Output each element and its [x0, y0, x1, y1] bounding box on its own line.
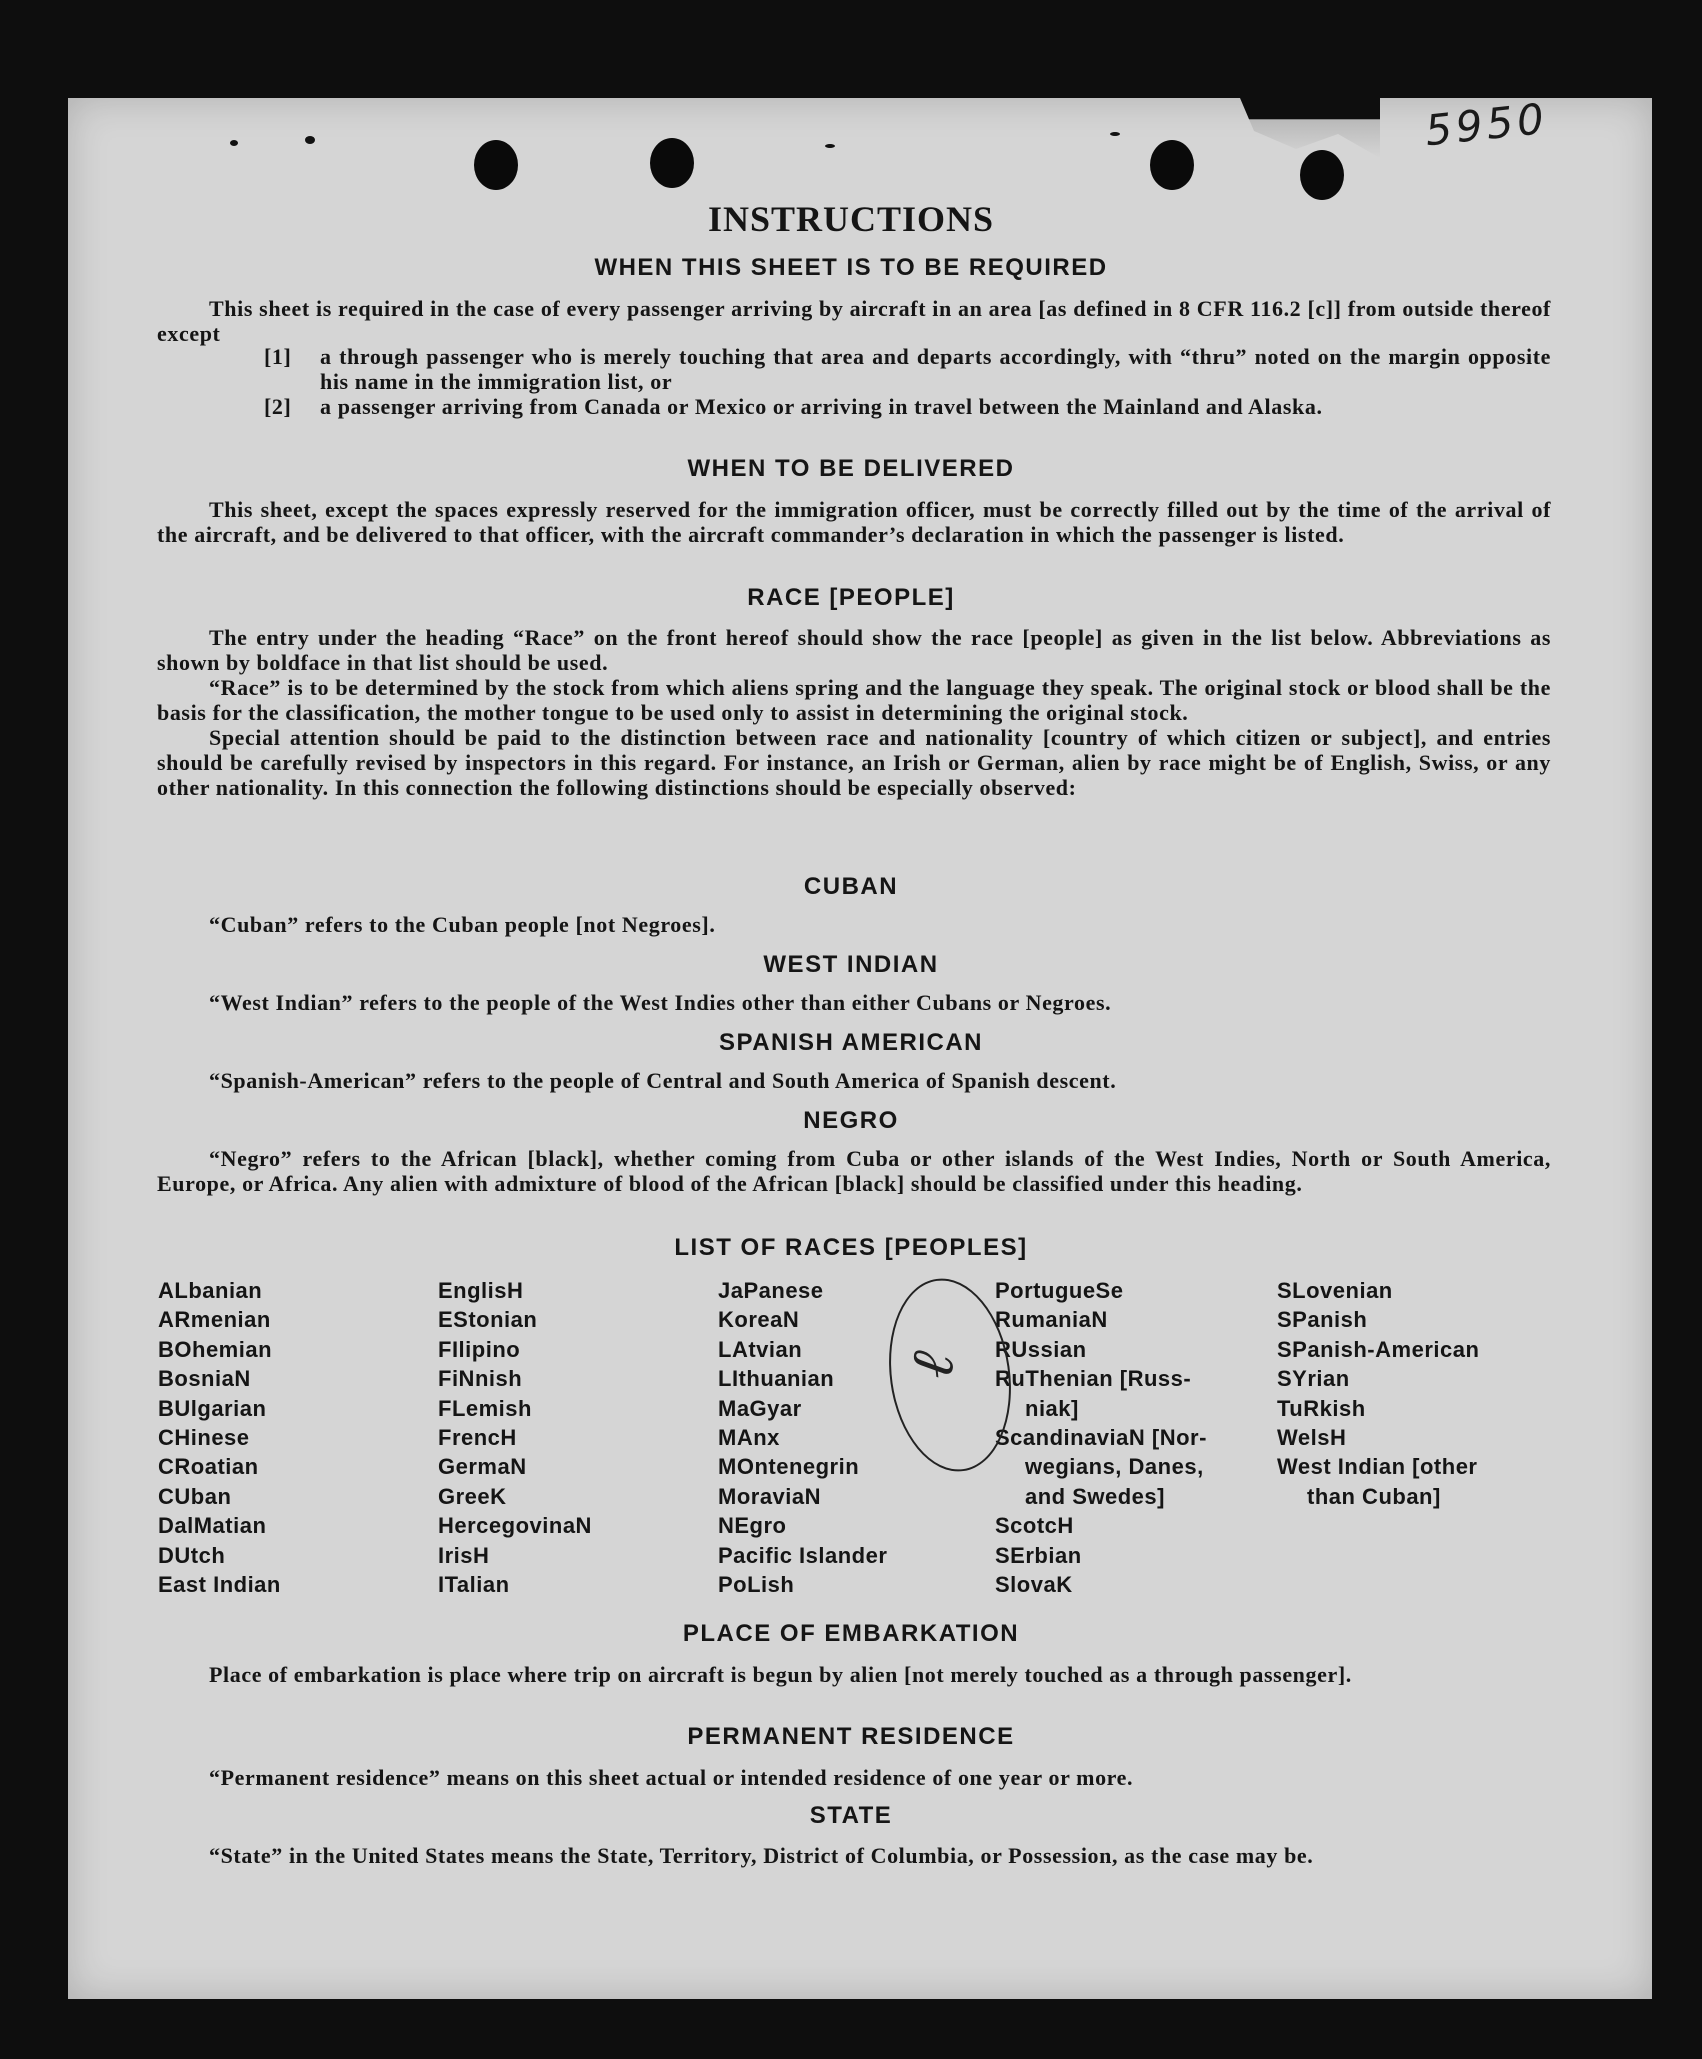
race-list-item: Pacific Islander	[718, 1542, 888, 1568]
cuban-text: “Cuban” refers to the Cuban people [not Negroes].	[209, 912, 716, 937]
section-heading-cuban: CUBAN	[803, 873, 899, 900]
when-required-item1-num: [1]	[264, 344, 292, 369]
race-list-item: RUssian	[995, 1336, 1087, 1362]
state-text: “State” in the United States means the State, Territory, District of Columbia, or Possession, as the case may be.	[209, 1843, 1314, 1868]
race-list-item: niak]	[1025, 1395, 1079, 1421]
races-column-4	[995, 1276, 1207, 1599]
section-heading-spanish-american: SPANISH AMERICAN	[718, 1029, 983, 1056]
section-heading-race: RACE [PEOPLE]	[747, 584, 955, 611]
race-list-item: BosniaN	[158, 1366, 251, 1392]
race-p2: “Race” is to be determined by the stock from which aliens spring and the language they speak. The original stock or blood shall be the basis for the classification, the mother tongue to be used only to assist in determining the original stock.	[157, 675, 1551, 725]
races-column-3	[718, 1276, 887, 1599]
embarkation-text: Place of embarkation is place where trip on aircraft is begun by alien [not merely touched as a through passenger].	[209, 1662, 1352, 1687]
west-indian-paragraph	[157, 990, 1551, 1015]
race-list-item: MoraviaN	[718, 1483, 822, 1509]
race-list-item: WelsH	[1277, 1425, 1347, 1451]
race-list-item: FiNnish	[438, 1366, 523, 1392]
section-heading-state: STATE	[809, 1802, 893, 1829]
speck	[305, 136, 315, 144]
race-list-item: SlovaK	[995, 1572, 1073, 1598]
when-delivered-paragraph	[157, 497, 1551, 547]
handwritten-mark: ℓ	[895, 1346, 970, 1384]
race-list-item: LIthuanian	[718, 1366, 835, 1392]
race-list-item: HercegovinaN	[438, 1513, 592, 1539]
race-list-item: JaPanese	[718, 1278, 824, 1303]
negro-text: “Negro” refers to the African [black], whether coming from Cuba or other islands of the West Indies, North or South America, Europe, or Africa. Any alien with admixture of blood of the African [black] should be classified under this heading.	[157, 1146, 1551, 1196]
race-list-item: CUban	[158, 1483, 232, 1509]
race-list-item: FrencH	[438, 1425, 517, 1451]
section-heading-embarkation: PLACE OF EMBARKATION	[682, 1620, 1020, 1647]
section-heading-negro: NEGRO	[803, 1107, 899, 1134]
race-list-item: SPanish	[1277, 1307, 1368, 1333]
race-list-item: MAnx	[718, 1425, 780, 1451]
race-list-item: SErbian	[995, 1542, 1082, 1568]
race-list-item: GermaN	[438, 1454, 527, 1480]
race-list-item: TuRkish	[1277, 1395, 1366, 1421]
race-list-item: and Swedes]	[1025, 1483, 1165, 1509]
speck	[1110, 132, 1120, 136]
residence-paragraph	[157, 1765, 1551, 1790]
when-required-intro	[157, 296, 1551, 346]
section-heading-when-delivered: WHEN TO BE DELIVERED	[687, 455, 1015, 482]
race-list-item: LAtvian	[718, 1336, 803, 1362]
section-heading-residence: PERMANENT RESIDENCE	[687, 1723, 1015, 1750]
race-list-item: ALbanian	[158, 1278, 263, 1303]
race-list-item: RuThenian [Russ-	[995, 1366, 1192, 1392]
race-paragraphs	[157, 625, 1551, 800]
race-list-item: IrisH	[438, 1542, 490, 1568]
race-list-item: ScotcH	[995, 1513, 1074, 1539]
when-required-intro-text: This sheet is required in the case of every passenger arriving by aircraft in an area [as defined in 8 CFR 116.2 [c]] from outside thereof except	[157, 296, 1551, 346]
race-list-item: ARmenian	[158, 1307, 271, 1333]
spanish-american-text: “Spanish-American” refers to the people of Central and South America of Spanish descent.	[209, 1068, 1117, 1093]
race-list-item: SPanish-American	[1277, 1336, 1480, 1362]
race-list-item: RumaniaN	[995, 1307, 1108, 1333]
race-list-item: East Indian	[158, 1572, 281, 1598]
race-list-item: SLovenian	[1277, 1278, 1393, 1303]
race-list-item: PortugueSe	[995, 1278, 1124, 1303]
race-list-item: GreeK	[438, 1483, 507, 1509]
race-list-item: than Cuban]	[1307, 1483, 1441, 1509]
race-list-item: wegians, Danes,	[1025, 1454, 1204, 1480]
section-heading-when-required: WHEN THIS SHEET IS TO BE REQUIRED	[594, 254, 1108, 281]
speck	[230, 140, 238, 146]
race-list-item: KoreaN	[718, 1307, 800, 1333]
punch-hole	[474, 140, 518, 190]
race-list-item: FIlipino	[438, 1336, 521, 1362]
when-delivered-text: This sheet, except the spaces expressly reserved for the immigration officer, must be correctly filled out by the time of the arrival of the aircraft, and be delivered to that officer, with the aircraft commander’s declaration in which the passenger is listed.	[157, 497, 1551, 547]
punch-hole	[650, 138, 694, 188]
race-list-item: ScandinaviaN [Nor-	[995, 1425, 1207, 1451]
state-paragraph	[157, 1843, 1557, 1868]
race-p1: The entry under the heading “Race” on the front hereof should show the race [people] as given in the list below. Abbreviations as shown by boldface in that list should be used.	[157, 625, 1551, 675]
punch-hole	[1150, 140, 1194, 190]
race-list-item: BOhemian	[158, 1336, 273, 1362]
speck	[825, 144, 835, 148]
page-title: INSTRUCTIONS	[707, 199, 995, 239]
race-list-item: SYrian	[1277, 1366, 1350, 1392]
race-list-item: PoLish	[718, 1572, 795, 1598]
race-list-item: DUtch	[158, 1542, 226, 1568]
section-heading-list-of-races: LIST OF RACES [PEOPLES]	[674, 1234, 1028, 1261]
embarkation-paragraph	[157, 1662, 1557, 1687]
when-required-item2-text: a passenger arriving from Canada or Mexico or arriving in travel between the Mainland and Alaska.	[320, 394, 1323, 419]
residence-text: “Permanent residence” means on this sheet actual or intended residence of one year or more.	[209, 1765, 1134, 1790]
race-list-item: DalMatian	[158, 1513, 267, 1539]
race-list-item: EStonian	[438, 1307, 538, 1333]
when-required-item1-text: a through passenger who is merely touching that area and departs accordingly, with “thru” noted on the margin opposite his name in the immigration list, or	[320, 344, 1551, 394]
race-list-item: FLemish	[438, 1395, 532, 1421]
stamp-number: 5950	[1422, 93, 1551, 156]
when-required-item2-num: [2]	[264, 394, 292, 419]
race-p3: Special attention should be paid to the distinction between race and nationality [country of which citizen or subject], and entries should be carefully revised by inspectors in this regard. For instance, an Irish or German, alien by race might be of English, Swiss, or any other nationality. In this connection the following distinctions should be especially observed:	[157, 725, 1551, 800]
races-column-5	[1277, 1276, 1479, 1511]
race-list-item: NEgro	[718, 1513, 787, 1539]
race-list-item: CRoatian	[158, 1454, 259, 1480]
race-list-item: MOntenegrin	[718, 1454, 860, 1480]
cuban-paragraph	[157, 912, 1551, 937]
punch-hole	[1300, 150, 1344, 200]
races-column-2	[438, 1276, 592, 1599]
spanish-american-paragraph	[157, 1068, 1551, 1093]
negro-paragraph	[157, 1146, 1551, 1196]
race-list-item: West Indian [other	[1277, 1454, 1478, 1480]
race-list-item: ITalian	[438, 1572, 510, 1598]
section-heading-west-indian: WEST INDIAN	[763, 951, 939, 978]
race-list-item: EnglisH	[438, 1278, 524, 1303]
races-column-1	[158, 1276, 281, 1599]
race-list-item: BUlgarian	[158, 1395, 267, 1421]
race-list-item: CHinese	[158, 1425, 250, 1451]
race-list-item: MaGyar	[718, 1395, 802, 1421]
west-indian-text: “West Indian” refers to the people of the West Indies other than either Cubans or Negroes.	[209, 990, 1112, 1015]
